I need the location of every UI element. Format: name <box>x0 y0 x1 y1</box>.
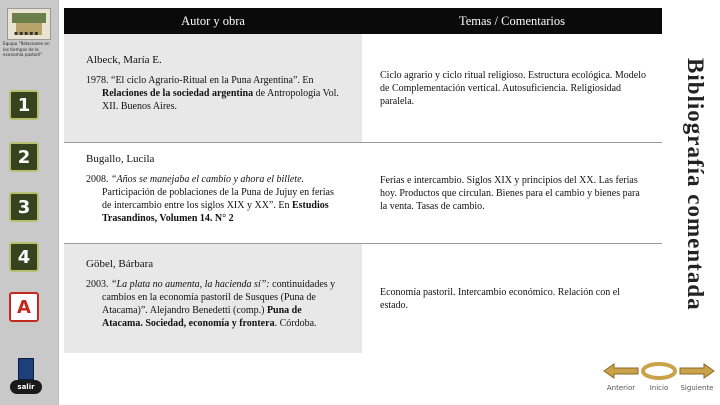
prev-button[interactable] <box>602 362 640 392</box>
table-row <box>64 34 662 142</box>
table-row <box>64 143 662 243</box>
next-label: Siguiente <box>680 384 714 392</box>
prev-label: Anterior <box>606 384 636 392</box>
institution-logo: ▪▪▪▪▪ <box>7 8 51 40</box>
exit-door-icon <box>18 358 34 380</box>
exit-button[interactable] <box>8 358 44 398</box>
reference-text: 2003. “La plata no aumenta, la hacienda sí”: continuidades y cambios en la economía pastoril de Susques (Puna de Atacama)”. Alejandro Benedetti (comp.) Puna de Atacama. Sociedad, economía y frontera. Córdoba. <box>86 279 336 329</box>
author-work-cell <box>64 244 362 353</box>
footer-navigation <box>600 362 720 402</box>
nav-button-4[interactable]: 4 <box>9 242 39 272</box>
nav-button-a[interactable]: A <box>9 292 39 322</box>
table-row <box>64 244 662 353</box>
author-name: Albeck, María E. <box>86 54 162 66</box>
table-header <box>64 8 662 34</box>
comment-text: Economía pastoril. Intercambio económico. Relación con el estado. <box>380 286 620 311</box>
author-work-cell <box>64 143 362 243</box>
author-name: Bugallo, Lucila <box>86 153 155 165</box>
author-work-cell <box>64 34 362 142</box>
author-name: Göbel, Bárbara <box>86 258 154 270</box>
nav-button-1[interactable]: 1 <box>9 90 39 120</box>
next-button[interactable] <box>678 362 716 392</box>
header-topics-comments: Temas / Comentarios <box>458 13 566 28</box>
nav-button-3[interactable]: 3 <box>9 192 39 222</box>
side-title-text: Bibliografía comentada <box>683 57 708 311</box>
header-author-work: Autor y obra <box>181 13 245 28</box>
arrow-right-icon <box>678 362 716 380</box>
exit-label: salir <box>10 380 42 394</box>
home-button[interactable] <box>640 362 678 392</box>
comment-cell <box>362 143 662 243</box>
reference-text: 1978. “El ciclo Agrario-Ritual en la Puna Argentina”. En Relaciones de la sociedad argentina de Antropología Vol. XII. Buenos Aires. <box>86 75 339 112</box>
home-label: Inicio <box>649 384 669 392</box>
comment-text: Ciclo agrario y ciclo ritual religioso. Estructura ecológica. Modelo de Complementación vertical. Autosuficiencia. Religiosidad paralela. <box>380 69 647 107</box>
left-rail <box>0 0 59 405</box>
comment-cell <box>362 34 662 142</box>
team-caption: Equipo "Relaciones en los tiempos de la economía pastoril" <box>3 41 50 58</box>
bibliography-table <box>64 8 662 353</box>
reference-text: 2008. “Años se manejaba el cambio y ahora el billete. Participación de poblaciones de la Puna de Jujuy en ferias de intercambio entre los siglos XIX y XX”. En Estudios Trasandinos, Volumen 14. N° 2 <box>86 174 334 224</box>
side-title <box>672 34 718 334</box>
nav-button-2[interactable]: 2 <box>9 142 39 172</box>
comment-cell <box>362 244 662 353</box>
comment-text: Ferias e intercambio. Siglos XIX y principios del XX. Las ferias hoy. Productos que circulan. Bienes para el cambio y bienes para la venta. Tasas de cambio. <box>380 174 640 212</box>
arrow-left-icon <box>602 362 640 380</box>
home-ring-icon <box>640 362 678 380</box>
